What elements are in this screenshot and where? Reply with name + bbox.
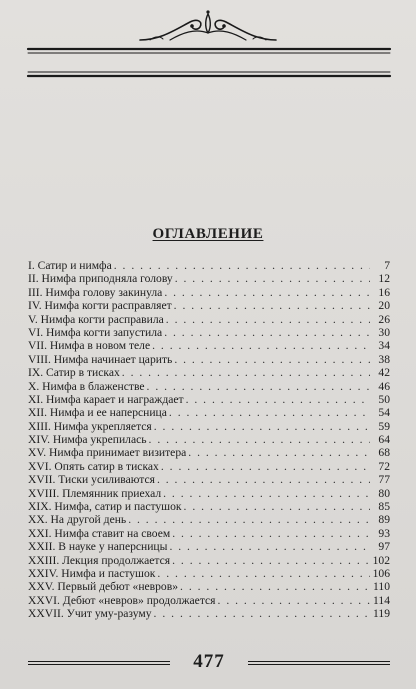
dot-leader xyxy=(154,607,370,620)
toc-entry xyxy=(28,513,390,526)
footer-rule-left xyxy=(28,661,170,662)
dot-leader xyxy=(174,353,370,366)
toc-entry-page: 20 xyxy=(378,299,390,313)
dot-leader xyxy=(172,554,370,567)
dot-leader xyxy=(154,420,370,433)
dot-leader xyxy=(218,594,370,607)
toc-entry xyxy=(28,446,390,459)
dot-leader xyxy=(169,406,370,419)
toc-entry-page: 30 xyxy=(378,325,390,339)
toc-entry xyxy=(28,339,390,352)
toc-entry-title: XXI. Нимфа ставит на своем xyxy=(28,526,171,540)
page-footer xyxy=(0,648,416,678)
toc-entry-title: XIX. Нимфа, сатир и пастушок xyxy=(28,500,182,514)
toc-entry-title: VI. Нимфа когти запустила xyxy=(28,325,163,339)
toc-entry xyxy=(28,487,390,500)
dot-leader xyxy=(164,286,370,299)
toc-entry-title: XVIII. Племянник приехал xyxy=(28,486,162,500)
toc-entry xyxy=(28,594,390,607)
dot-leader xyxy=(161,460,370,473)
toc-entry xyxy=(28,286,390,299)
toc-entry xyxy=(28,580,390,593)
dot-leader xyxy=(169,540,370,553)
toc-entry-page: 26 xyxy=(378,312,390,326)
dot-leader xyxy=(172,527,370,540)
toc-entry-title: VIII. Нимфа начинает царить xyxy=(28,352,173,366)
toc-entry-page: 42 xyxy=(378,366,390,380)
toc-entry-page: 119 xyxy=(373,607,390,621)
toc-entry-title: XXVII. Учит уму-разуму xyxy=(28,607,152,621)
toc-entry-page: 114 xyxy=(373,593,390,607)
toc-entry xyxy=(28,299,390,312)
dot-leader xyxy=(188,446,370,459)
toc-entry-title: IV. Нимфа когти расправляет xyxy=(28,299,172,313)
toc-entry xyxy=(28,406,390,419)
dot-leader xyxy=(114,259,370,272)
toc-entry-page: 7 xyxy=(384,259,390,272)
toc-entry-title: III. Нимфа голову закинула xyxy=(28,285,163,299)
toc-entry xyxy=(28,607,390,620)
toc-entry-title: XXIV. Нимфа и пастушок xyxy=(28,566,156,580)
page-number: 477 xyxy=(193,651,225,672)
toc-entry-title: II. Нимфа приподняла голову xyxy=(28,272,173,286)
toc-entry-title: XI. Нимфа карает и награждает xyxy=(28,392,184,406)
dot-leader xyxy=(122,366,370,379)
toc-entry xyxy=(28,259,390,272)
dot-leader xyxy=(175,272,370,285)
dot-leader xyxy=(164,326,370,339)
toc-entry-page: 12 xyxy=(378,272,390,286)
toc-entry-page: 50 xyxy=(378,392,390,406)
contents-heading: ОГЛАВЛЕНИЕ xyxy=(152,226,264,242)
dot-leader xyxy=(174,299,370,312)
toc-entry-title: XII. Нимфа и ее наперсница xyxy=(28,406,167,420)
toc-entry-title: XVII. Тиски усиливаются xyxy=(28,473,155,487)
footer-rule-right-thin xyxy=(248,664,390,665)
footer-rule-right xyxy=(248,661,390,662)
toc-entry-page: 106 xyxy=(372,566,390,580)
dot-leader xyxy=(157,567,370,580)
dot-leader xyxy=(163,487,370,500)
toc-entry xyxy=(28,540,390,553)
dot-leader xyxy=(157,473,370,486)
toc-entry-page: 64 xyxy=(378,433,390,447)
toc-entry xyxy=(28,554,390,567)
toc-entry-page: 89 xyxy=(378,513,390,527)
toc-entry xyxy=(28,567,390,580)
toc-entry-page: 77 xyxy=(378,473,390,487)
toc-entry-page: 59 xyxy=(378,419,390,433)
toc-entry-title: XIV. Нимфа укрепилась xyxy=(28,433,147,447)
table-of-contents xyxy=(28,259,390,621)
toc-entry-title: VII. Нимфа в новом теле xyxy=(28,339,151,353)
toc-entry xyxy=(28,473,390,486)
toc-entry xyxy=(28,460,390,473)
toc-entry-page: 46 xyxy=(378,379,390,393)
toc-entry xyxy=(28,272,390,285)
toc-entry-title: XXVI. Дебют «невров» продолжается xyxy=(28,593,216,607)
toc-entry-title: XXV. Первый дебют «невров» xyxy=(28,580,179,594)
toc-entry xyxy=(28,326,390,339)
dot-leader xyxy=(180,580,370,593)
toc-entry-page: 93 xyxy=(378,526,390,540)
toc-entry-page: 38 xyxy=(378,352,390,366)
dot-leader xyxy=(166,313,370,326)
toc-entry xyxy=(28,500,390,513)
toc-entry-page: 54 xyxy=(378,406,390,420)
toc-entry-page: 97 xyxy=(378,540,390,554)
toc-entry-title: I. Сатир и нимфа xyxy=(28,259,112,272)
toc-entry-title: XXIII. Лекция продолжается xyxy=(28,553,171,567)
footer-rule-left-thin xyxy=(28,664,170,665)
dot-leader xyxy=(186,393,370,406)
dot-leader xyxy=(149,433,370,446)
header-ornament xyxy=(0,0,416,90)
toc-entry-page: 68 xyxy=(378,446,390,460)
toc-entry-title: V. Нимфа когти расправила xyxy=(28,312,164,326)
dot-leader xyxy=(147,380,370,393)
dot-leader xyxy=(128,513,370,526)
toc-entry-page: 102 xyxy=(372,553,390,567)
toc-entry xyxy=(28,353,390,366)
toc-entry-page: 85 xyxy=(378,500,390,514)
toc-entry xyxy=(28,420,390,433)
toc-entry-title: XV. Нимфа принимает визитера xyxy=(28,446,187,460)
toc-entry-page: 110 xyxy=(373,580,390,594)
toc-entry-page: 80 xyxy=(378,486,390,500)
toc-entry-page: 34 xyxy=(378,339,390,353)
toc-entry xyxy=(28,393,390,406)
toc-entry xyxy=(28,366,390,379)
dot-leader xyxy=(184,500,370,513)
toc-entry-title: IX. Сатир в тисках xyxy=(28,366,120,380)
toc-entry xyxy=(28,527,390,540)
toc-entry-page: 72 xyxy=(378,459,390,473)
toc-entry-title: XIII. Нимфа укрепляется xyxy=(28,419,152,433)
toc-entry-title: XVI. Опять сатир в тисках xyxy=(28,459,159,473)
toc-entry-title: XX. На другой день xyxy=(28,513,127,527)
toc-entry-title: X. Нимфа в блаженстве xyxy=(28,379,145,393)
toc-entry xyxy=(28,313,390,326)
dot-leader xyxy=(152,339,370,352)
toc-entry-title: XXII. В науке у наперсницы xyxy=(28,540,168,554)
toc-entry xyxy=(28,433,390,446)
toc-entry xyxy=(28,380,390,393)
toc-entry-page: 16 xyxy=(378,285,390,299)
